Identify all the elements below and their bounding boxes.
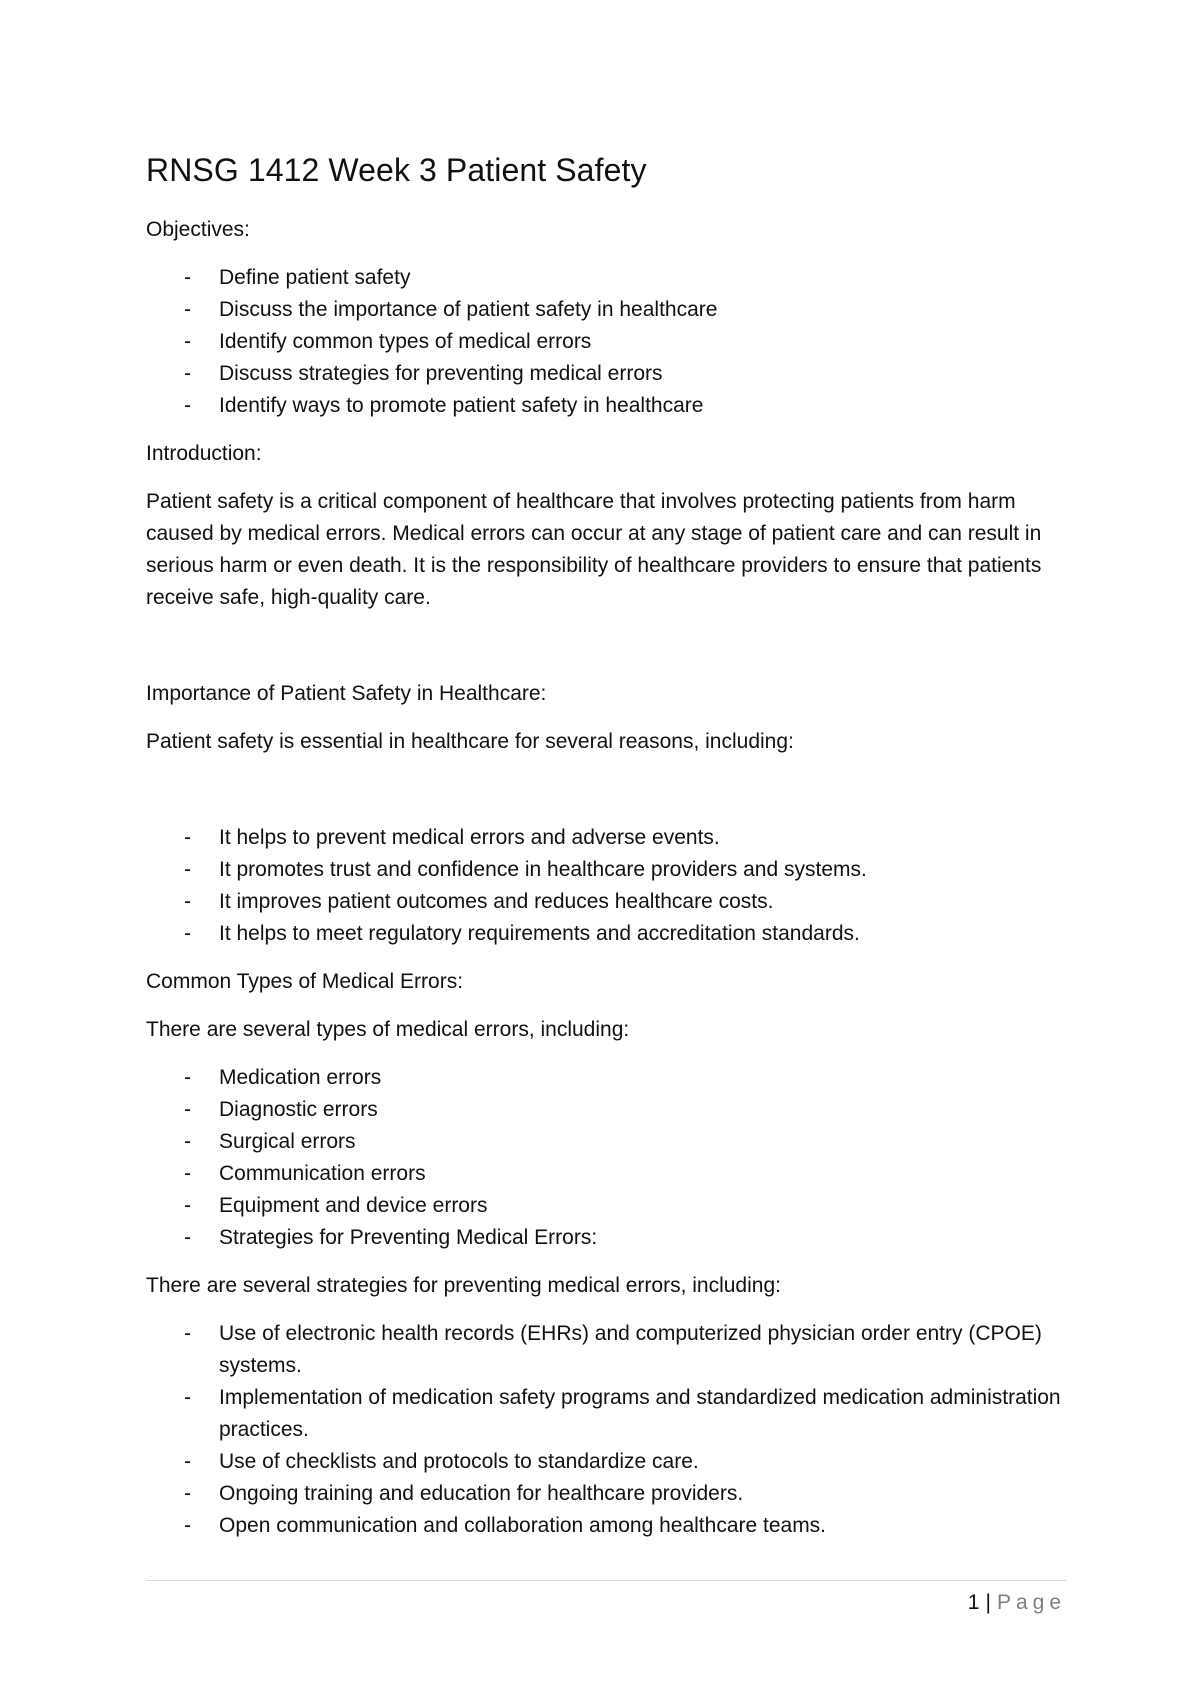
list-item: - Ongoing training and education for healthcare providers. [146, 1478, 1066, 1510]
footer-separator: | [985, 1591, 991, 1614]
spacer [146, 630, 1066, 678]
list-item: - Identify common types of medical errors [146, 326, 1066, 358]
footer-divider [146, 1580, 1066, 1581]
list-dash: - [184, 1450, 191, 1473]
importance-heading: Importance of Patient Safety in Healthcare: [146, 682, 547, 705]
introduction-heading: Introduction: [146, 442, 262, 465]
strategies-intro: There are several strategies for preventing medical errors, including: [146, 1274, 781, 1297]
list-dash: - [184, 1482, 191, 1505]
page-footer [968, 1588, 1066, 1618]
list-dash: - [184, 858, 191, 881]
list-item: - Use of checklists and protocols to standardize care. [146, 1446, 1066, 1478]
list-item: - Discuss strategies for preventing medical errors [146, 358, 1066, 390]
list-dash: - [184, 298, 191, 321]
spacer [146, 774, 1066, 822]
list-item: - Strategies for Preventing Medical Errors: [146, 1222, 1066, 1254]
objectives-list [146, 262, 1066, 422]
importance-list [146, 822, 1066, 950]
list-item: - Use of electronic health records (EHRs) and computerized physician order entry (CPOE) systems. [146, 1318, 1066, 1382]
list-dash: - [184, 1322, 191, 1345]
list-item: - Surgical errors [146, 1126, 1066, 1158]
list-item: - Discuss the importance of patient safety in healthcare [146, 294, 1066, 326]
list-dash: - [184, 890, 191, 913]
list-dash: - [184, 1226, 191, 1249]
list-item: - It promotes trust and confidence in healthcare providers and systems. [146, 854, 1066, 886]
list-dash: - [184, 1130, 191, 1153]
list-item: - Identify ways to promote patient safety in healthcare [146, 390, 1066, 422]
list-dash: - [184, 826, 191, 849]
list-item: - It helps to prevent medical errors and adverse events. [146, 822, 1066, 854]
list-item: - Equipment and device errors [146, 1190, 1066, 1222]
list-item: - Medication errors [146, 1062, 1066, 1094]
list-item: - Diagnostic errors [146, 1094, 1066, 1126]
list-dash: - [184, 394, 191, 417]
list-item: - Open communication and collaboration among healthcare teams. [146, 1510, 1066, 1542]
errors-list [146, 1062, 1066, 1254]
list-item: - It helps to meet regulatory requirements and accreditation standards. [146, 918, 1066, 950]
list-dash: - [184, 1162, 191, 1185]
errors-heading: Common Types of Medical Errors: [146, 970, 464, 993]
list-dash: - [184, 330, 191, 353]
strategies-list [146, 1318, 1066, 1542]
list-item: - It improves patient outcomes and reduces healthcare costs. [146, 886, 1066, 918]
list-item: - Communication errors [146, 1158, 1066, 1190]
list-dash: - [184, 1386, 191, 1409]
list-dash: - [184, 1194, 191, 1217]
list-dash: - [184, 1098, 191, 1121]
list-dash: - [184, 922, 191, 945]
document-title: RNSG 1412 Week 3 Patient Safety [146, 152, 647, 188]
list-dash: - [184, 1066, 191, 1089]
introduction-paragraph: Patient safety is a critical component of healthcare that involves protecting patients from harm caused by medical errors. Medical errors can occur at any stage of patient care and can result in serious harm or even death. It is the responsibility of healthcare providers to ensure that patients receive safe, high-quality care. [146, 490, 1042, 609]
list-item: - Implementation of medication safety programs and standardized medication administration practices. [146, 1382, 1066, 1446]
list-dash: - [184, 1514, 191, 1537]
objectives-heading: Objectives: [146, 218, 250, 241]
importance-intro: Patient safety is essential in healthcare for several reasons, including: [146, 730, 794, 753]
page-content [146, 146, 1066, 1558]
list-dash: - [184, 362, 191, 385]
page-number: 1 [967, 1591, 980, 1614]
errors-intro: There are several types of medical errors, including: [146, 1018, 630, 1041]
page-label: Page [996, 1591, 1066, 1614]
list-dash: - [184, 266, 191, 289]
list-item: - Define patient safety [146, 262, 1066, 294]
